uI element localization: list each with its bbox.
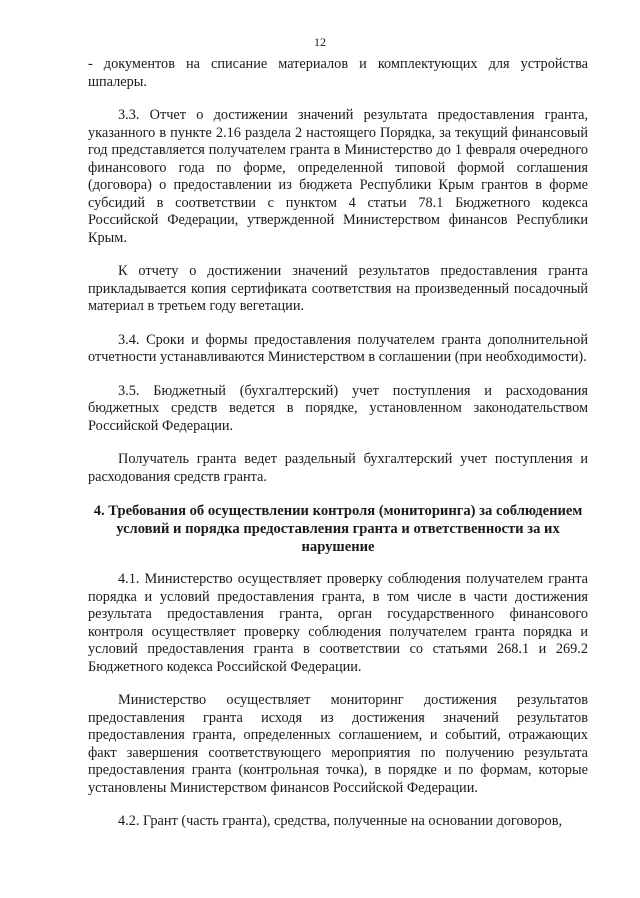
section-heading-4: 4. Требования об осуществлении контроля (мониторинга) за соблюдением условий и порядка предоставления гранта и ответственности за их нарушение (93, 503, 583, 555)
paragraph-list-item-documents: - документов на списание материалов и комплектующих для устройства шпалеры. (88, 56, 588, 90)
paragraph-3-4: 3.4. Сроки и формы предоставления получателем гранта дополнительной отчетности устанавливаются Министерством в соглашении (при необходимости). (88, 331, 588, 365)
paragraph-separate-accounting: Получатель гранта ведет раздельный бухгалтерский учет поступления и расходования средств гранта. (88, 451, 588, 485)
paragraph-monitoring: Министерство осуществляет мониторинг достижения результатов предоставления гранта исходя из достижения значений результатов предоставления гранта, определенных соглашением, и событий, отражающих факт завершения соответствующего мероприятия по получению результата предоставления гранта (контрольная точка), в порядке и по формам, которые установлены Министерством финансов Российской Федерации. (88, 692, 588, 796)
paragraph-report-attachment: К отчету о достижении значений результатов предоставления гранта прикладывается копия сертификата соответствия на произведенный посадочный материал в третьем году вегетации. (88, 263, 588, 314)
paragraph-3-3: 3.3. Отчет о достижении значений результата предоставления гранта, указанного в пункте 2.16 раздела 2 настоящего Порядка, за текущий финансовый год представляется получателем гранта в Министерство до 1 февраля очередного финансового года по форме, определенной типовой формой соглашения (договора) о предоставлении из бюджета Республики Крым грантов в форме субсидий в соответствии с пунктом 4 статьи 78.1 Бюджетного кодекса Российской Федерации, утвержденной Министерством финансов Республики Крым. (88, 107, 588, 246)
page-number: 12 (314, 35, 326, 49)
paragraph-4-2: 4.2. Грант (часть гранта), средства, полученные на основании договоров, (118, 813, 563, 829)
document-body (88, 56, 588, 847)
paragraph-3-5: 3.5. Бюджетный (бухгалтерский) учет поступления и расходования бюджетных средств ведется в порядке, установленном законодательством Российской Федерации. (88, 382, 588, 434)
paragraph-4-1: 4.1. Министерство осуществляет проверку соблюдения получателем гранта порядка и условий предоставления гранта, в том числе в части достижения результата предоставления гранта, орган государственного финансового контроля осуществляет проверку соблюдения получателем гранта порядка и условий предоставления гранта в соответствии со статьями 268.1 и 269.2 Бюджетного кодекса Российской Федерации. (88, 571, 588, 675)
